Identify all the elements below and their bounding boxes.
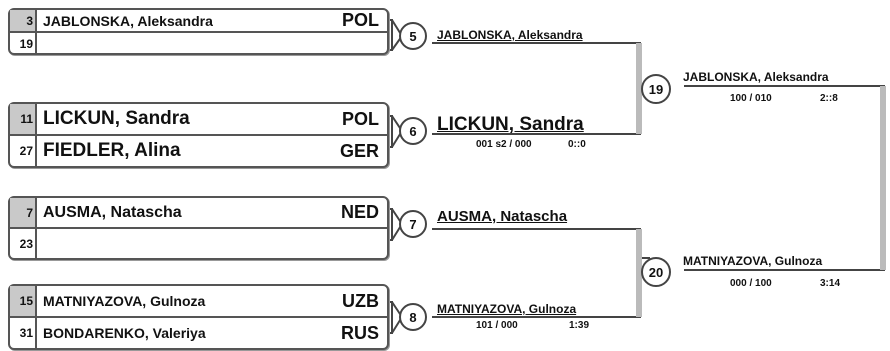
country-code: POL xyxy=(341,10,379,30)
winner-name: LICKUN, Sandra xyxy=(437,114,584,135)
winner-name: MATNIYAZOVA, Gulnoza xyxy=(683,254,823,268)
seed-number: 7 xyxy=(10,198,37,227)
bracket-bar xyxy=(880,86,886,270)
match-score: 101 / 000 xyxy=(476,320,518,331)
bout-number: 8 xyxy=(399,303,427,331)
match-time: 2::8 xyxy=(820,93,838,104)
bout-number: 19 xyxy=(641,74,671,104)
bout-number: 20 xyxy=(641,257,671,287)
match-box xyxy=(8,196,389,260)
bout-number: 5 xyxy=(399,22,427,50)
match-box xyxy=(8,102,389,168)
seed-number: 23 xyxy=(10,229,37,258)
seed-number: 3 xyxy=(10,10,37,31)
athlete-name: JABLONSKA, Aleksandra xyxy=(43,12,213,29)
match-time: 0::0 xyxy=(568,139,586,150)
bout-number: 6 xyxy=(399,117,427,145)
match-box xyxy=(8,284,389,350)
seed-number: 19 xyxy=(10,33,37,54)
country-code: RUS xyxy=(340,322,379,343)
country-code: POL xyxy=(341,108,379,129)
winner-name: JABLONSKA, Aleksandra xyxy=(437,28,583,42)
match-time: 1:39 xyxy=(569,320,590,331)
athlete-name: BONDARENKO, Valeriya xyxy=(43,325,206,341)
winner-name: AUSMA, Natascha xyxy=(437,208,568,225)
winner-name: MATNIYAZOVA, Gulnoza xyxy=(437,302,577,316)
seed-number: 27 xyxy=(10,136,37,166)
bout-number: 7 xyxy=(399,210,427,238)
seed-number: 31 xyxy=(10,318,37,348)
country-code: NED xyxy=(340,202,379,222)
match-box xyxy=(8,8,389,55)
athlete-name: FIEDLER, Alina xyxy=(43,140,181,161)
match-time: 3:14 xyxy=(820,278,841,289)
seed-number: 15 xyxy=(10,286,37,316)
winner-name: JABLONSKA, Aleksandra xyxy=(683,70,829,84)
athlete-name: LICKUN, Sandra xyxy=(43,108,190,129)
athlete-name: AUSMA, Natascha xyxy=(43,203,182,221)
match-score: 100 / 010 xyxy=(730,93,772,104)
country-code: UZB xyxy=(342,290,379,311)
athlete-name: MATNIYAZOVA, Gulnoza xyxy=(43,293,206,309)
match-score: 000 / 100 xyxy=(730,278,772,289)
match-score: 001 s2 / 000 xyxy=(476,139,532,150)
seed-number: 11 xyxy=(10,104,37,134)
country-code: GER xyxy=(339,140,379,161)
